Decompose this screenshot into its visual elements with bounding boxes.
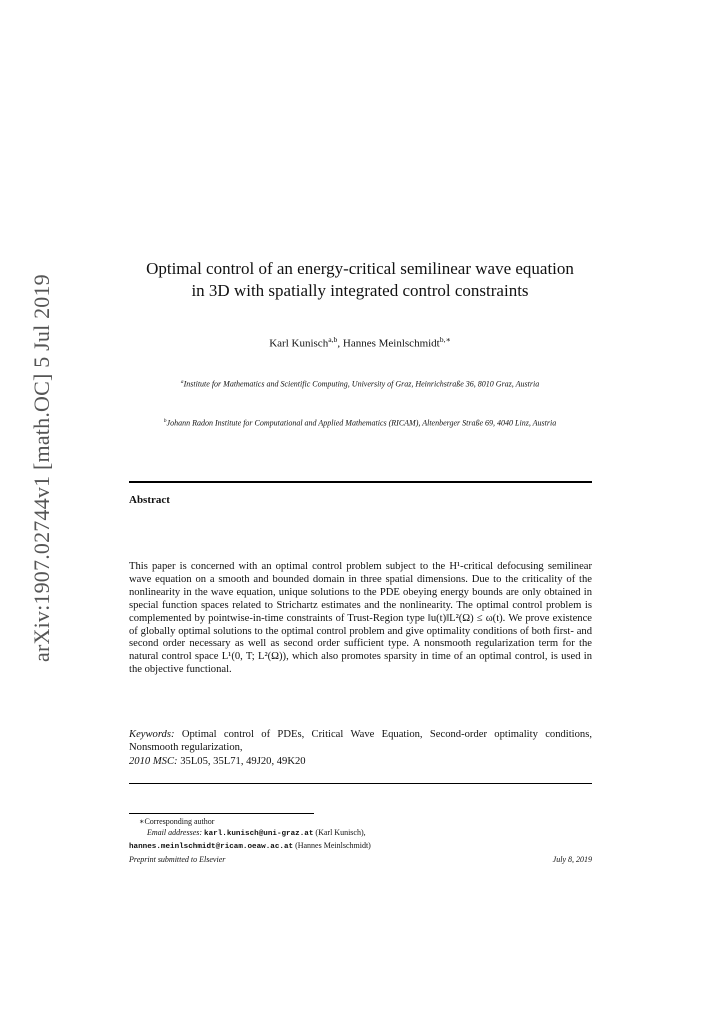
preprint-note: Preprint submitted to Elsevier bbox=[129, 855, 226, 864]
affiliation-mark: a bbox=[180, 379, 184, 385]
affiliation-mark: b bbox=[163, 418, 167, 424]
email-link[interactable]: hannes.meinlschmidt@ricam.oeaw.ac.at bbox=[129, 843, 294, 851]
author-affiliation-mark: a,b bbox=[328, 335, 338, 344]
paper-title bbox=[120, 258, 600, 302]
email-label: Email addresses: bbox=[147, 828, 203, 837]
divider-top bbox=[129, 481, 592, 483]
divider-bottom bbox=[129, 783, 592, 784]
corresponding-author-note: ∗Corresponding author bbox=[139, 817, 215, 826]
abstract-body: This paper is concerned with an optimal control problem subject to the H¹-critical defocusing semilinear wave equation on a smooth and bounded domain in three spatial dimensions. Due to the criticality of the nonlinearity in the wave equation, unique solutions to the PDE obeying energy bounds are only obtained in special function spaces related to Strichartz estimates and the nonlinearity. The optimal control problem is complemented by pointwise-in-time constraints of Trust-Region type ‖u(t)‖L²(Ω) ≤ ω(t). We prove existence of globally optimal solutions to the optimal control problem and give optimality conditions of both first- and second order necessary as well as second order sufficient type. A nonsmooth regularization term for the natural control space L¹(0, T; L²(Ω)), which also promotes sparsity in time of an optimal control, is used in the objective functional. bbox=[129, 561, 592, 676]
msc-codes: 35L05, 35L71, 49J20, 49K20 bbox=[180, 756, 306, 767]
author-affiliation-mark: b,∗ bbox=[439, 335, 451, 344]
email-link[interactable]: karl.kunisch@uni-graz.at bbox=[204, 830, 314, 838]
affiliation-a bbox=[130, 377, 590, 390]
email-line bbox=[129, 827, 592, 840]
keywords-text: Optimal control of PDEs, Critical Wave Equation, Second-order optimality conditions, Nonsmooth regularization, bbox=[129, 729, 592, 753]
keywords-label: Keywords: bbox=[129, 729, 175, 740]
title-line-2: in 3D with spatially integrated control constraints bbox=[191, 281, 529, 300]
affiliation-text: Johann Radon Institute for Computational and Applied Mathematics (RICAM), Altenberger Straße 69, 4040 Linz, Austria bbox=[166, 418, 557, 428]
email-owner: (Karl Kunisch), bbox=[315, 828, 366, 837]
email-owner: (Hannes Meinlschmidt) bbox=[295, 841, 371, 850]
keywords bbox=[129, 729, 592, 755]
author-separator: , bbox=[337, 337, 343, 350]
title-line-1: Optimal control of an energy-critical semilinear wave equation bbox=[146, 259, 574, 278]
email-line bbox=[129, 840, 592, 853]
abstract-heading: Abstract bbox=[129, 494, 170, 506]
submission-date: July 8, 2019 bbox=[552, 855, 592, 864]
author-list bbox=[120, 335, 600, 350]
author-name: Karl Kunisch bbox=[269, 337, 329, 350]
author-name: Hannes Meinlschmidt bbox=[342, 337, 440, 350]
arxiv-identifier: arXiv:1907.02744v1 [math.OC] 5 Jul 2019 bbox=[29, 274, 54, 662]
footnote bbox=[129, 816, 592, 853]
footnote-rule bbox=[129, 813, 314, 814]
affiliation-b bbox=[130, 416, 590, 429]
msc-label: 2010 MSC: bbox=[129, 756, 178, 767]
affiliation-text: Institute for Mathematics and Scientific Computing, University of Graz, Heinrichstraße 36, 8010 Graz, Austria bbox=[183, 379, 540, 389]
msc-classification bbox=[129, 756, 306, 767]
